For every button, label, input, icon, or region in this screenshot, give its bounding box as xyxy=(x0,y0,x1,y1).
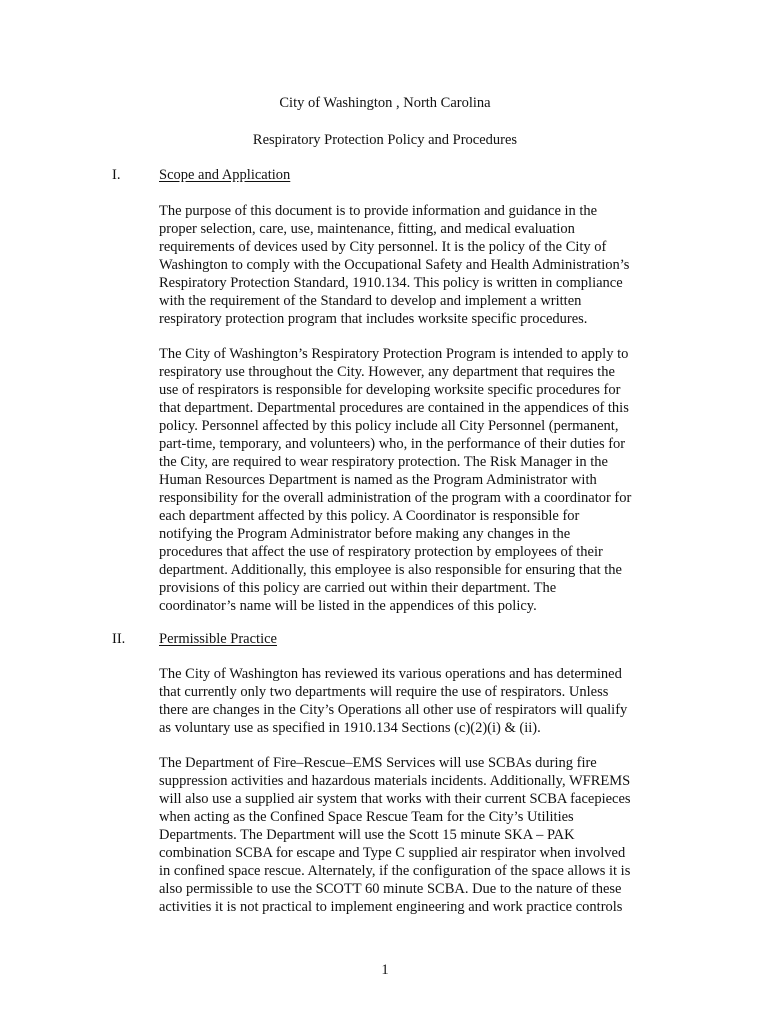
text-line: The purpose of this document is to provide information and guidance in the xyxy=(159,203,598,219)
text-line: as voluntary use as specified in 1910.134 Sections (c)(2)(i) & (ii). xyxy=(159,720,541,736)
page-number: 1 xyxy=(381,962,389,978)
section-1-number: I. xyxy=(112,167,121,183)
text-line: suppression activities and hazardous materials incidents. Additionally, WFREMS xyxy=(159,773,631,789)
text-line: that department. Departmental procedures are contained in the appendices of this xyxy=(159,400,629,416)
text-line: Human Resources Department is named as the Program Administrator with xyxy=(159,472,597,488)
text-line: with the requirement of the Standard to develop and implement a written xyxy=(159,293,582,309)
text-line: part-time, temporary, and volunteers) who, in the performance of their duties for xyxy=(159,436,626,452)
text-line: Washington to comply with the Occupational Safety and Health Administration’s xyxy=(159,257,630,273)
text-line: also permissible to use the SCOTT 60 minute SCBA. Due to the nature of these xyxy=(159,881,622,897)
section-1-paragraph-1 xyxy=(159,202,659,328)
text-line: department. Additionally, this employee is also responsible for ensuring that the xyxy=(159,562,622,578)
text-line: requirements of devices used by City personnel. It is the policy of the City of xyxy=(159,239,607,255)
text-line: activities it is not practical to implement engineering and work practice controls xyxy=(159,899,623,915)
policy-title: Respiratory Protection Policy and Procedures xyxy=(252,132,518,148)
text-line: responsibility for the overall administration of the program with a coordinator for xyxy=(159,490,632,506)
text-line: policy. Personnel affected by this policy include all City Personnel (permanent, xyxy=(159,418,619,434)
text-line: provisions of this policy are carried out within their department. The xyxy=(159,580,557,596)
text-line: proper selection, care, use, maintenance, fitting, and medical evaluation xyxy=(159,221,575,237)
text-line: respiratory protection program that includes worksite specific procedures. xyxy=(159,311,588,327)
text-line: Departments. The Department will use the Scott 15 minute SKA – PAK xyxy=(159,827,575,843)
section-2-title: Permissible Practice xyxy=(159,631,277,647)
text-line: procedures that affect the use of respiratory protection by employees of their xyxy=(159,544,603,560)
text-line: that currently only two departments will require the use of respirators. Unless xyxy=(159,684,609,700)
section-2-paragraph-1 xyxy=(159,665,659,737)
text-line: when acting as the Confined Space Rescue Team for the City’s Utilities xyxy=(159,809,574,825)
text-line: each department affected by this policy. A Coordinator is responsible for xyxy=(159,508,580,524)
text-line: use of respirators is responsible for developing worksite specific procedures for xyxy=(159,382,621,398)
section-1-paragraph-2 xyxy=(159,345,659,615)
text-line: The Department of Fire–Rescue–EMS Services will use SCBAs during fire xyxy=(159,755,597,771)
text-line: will also use a supplied air system that works with their current SCBA facepieces xyxy=(159,791,631,807)
text-line: Respiratory Protection Standard, 1910.134. This policy is written in compliance xyxy=(159,275,623,291)
section-2-number: II. xyxy=(112,631,126,647)
text-line: The City of Washington has reviewed its various operations and has determined xyxy=(159,666,622,682)
text-line: coordinator’s name will be listed in the appendices of this policy. xyxy=(159,598,537,614)
text-line: in confined space rescue. Alternately, if the configuration of the space allows it is xyxy=(159,863,631,879)
text-line: the City, are required to wear respiratory protection. The Risk Manager in the xyxy=(159,454,608,470)
city-heading: City of Washington , North Carolina xyxy=(279,95,491,111)
text-line: combination SCBA for escape and Type C supplied air respirator when involved xyxy=(159,845,626,861)
text-line: The City of Washington’s Respiratory Protection Program is intended to apply to xyxy=(159,346,629,362)
section-2-paragraph-2 xyxy=(159,754,659,916)
text-line: there are changes in the City’s Operations all other use of respirators will qualify xyxy=(159,702,628,718)
section-1-title: Scope and Application xyxy=(159,167,291,183)
text-line: notifying the Program Administrator before making any changes in the xyxy=(159,526,571,542)
text-line: respiratory use throughout the City. However, any department that requires the xyxy=(159,364,615,380)
